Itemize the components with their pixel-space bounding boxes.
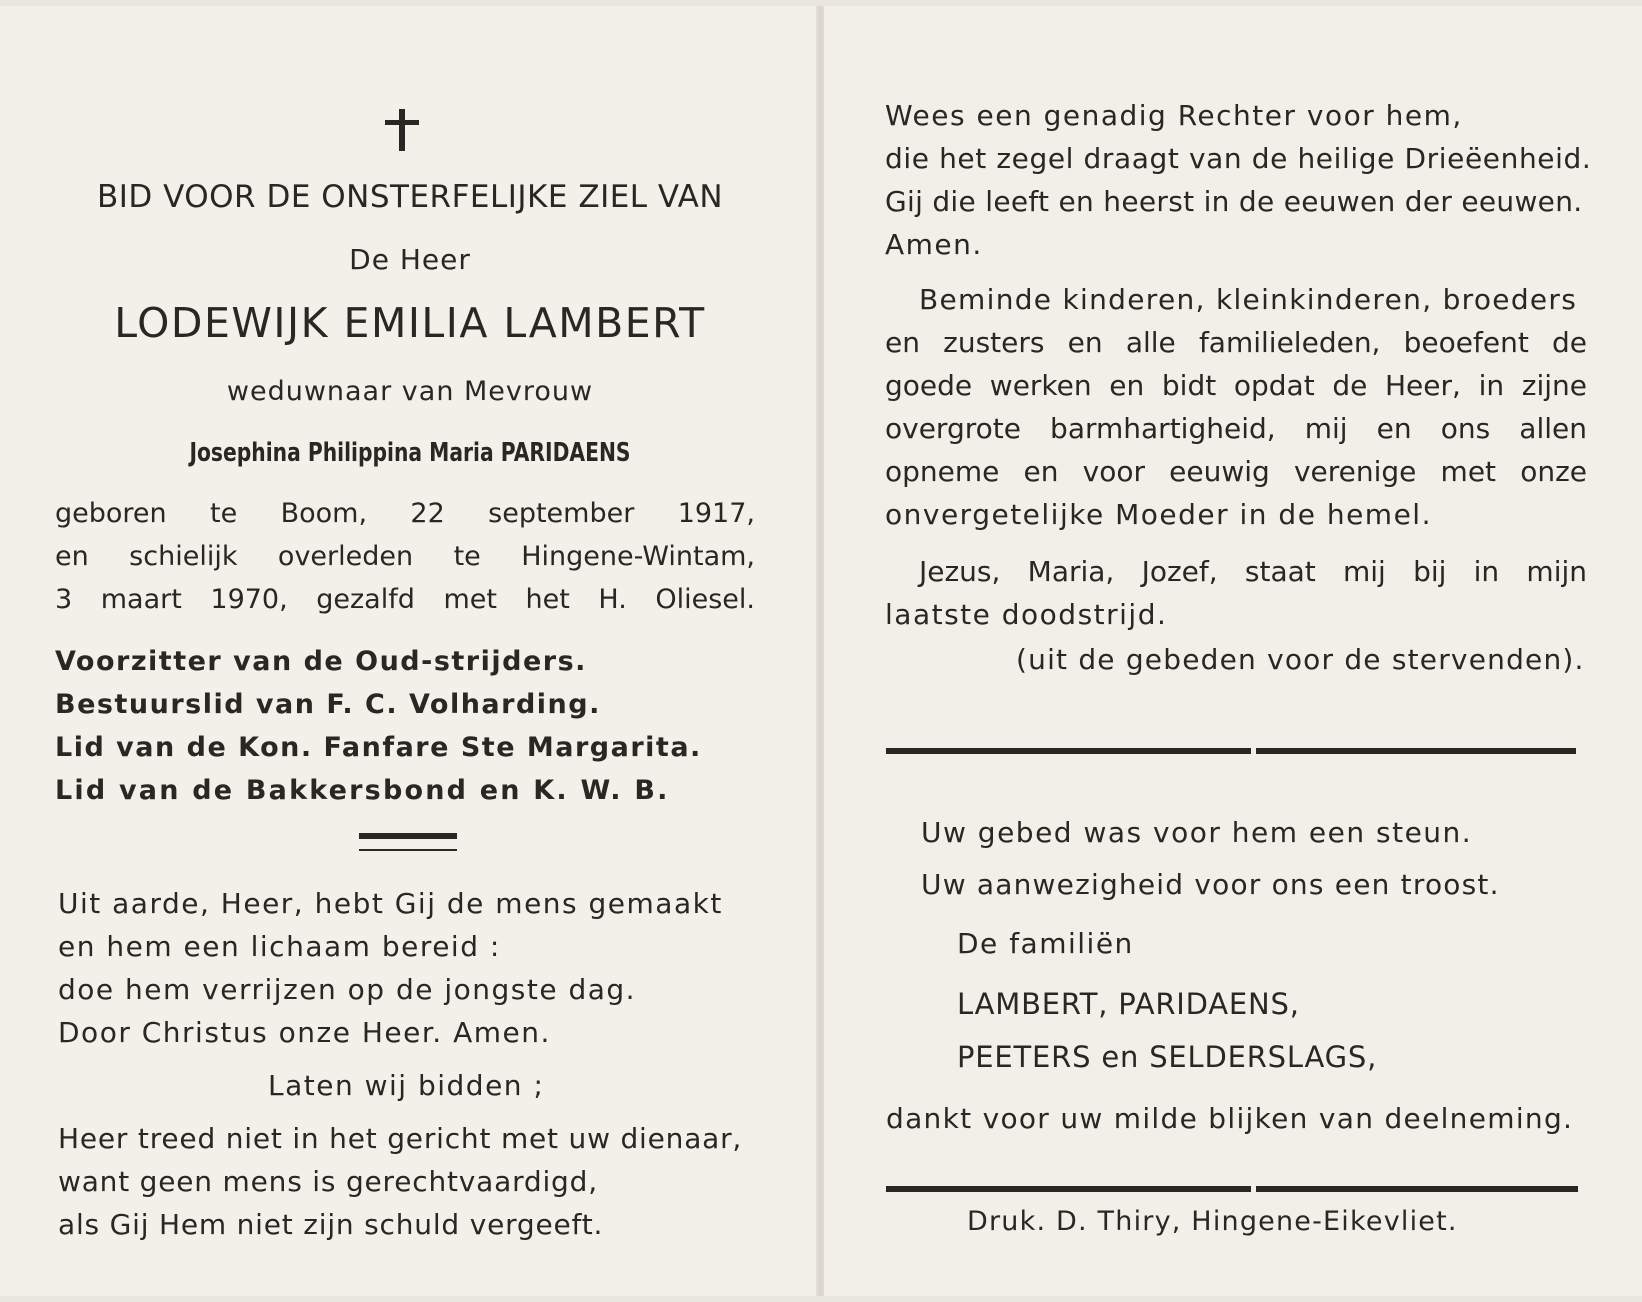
birth-death-line: en schielijk overleden te Hingene-Wintam, [55, 541, 755, 572]
divider [359, 833, 457, 839]
birth-death-line: geboren te Boom, 22 september 1917, [55, 498, 755, 529]
prayer-line: Wees een genadig Rechter voor hem, [885, 99, 1463, 132]
birth-death-line: 3 maart 1970, gezalfd met het H. Oliesel. [55, 584, 755, 615]
function-line: Lid van de Kon. Fanfare Ste Margarita. [55, 732, 702, 763]
prayer-line: die het zegel draagt van de heilige Drieëenheid. [885, 142, 1592, 175]
message-line: Beminde kinderen, kleinkinderen, broeders [919, 283, 1578, 316]
divider [886, 1186, 1251, 1192]
function-line: Lid van de Bakkersbond en K. W. B. [55, 775, 670, 806]
prayer-intro: Laten wij bidden ; [268, 1069, 545, 1102]
honorific: De Heer [349, 243, 471, 276]
divider [359, 849, 457, 851]
prayer-line: Amen. [885, 228, 983, 261]
divider [1256, 1186, 1578, 1192]
deceased-name: LODEWIJK EMILIA LAMBERT [114, 299, 706, 347]
message-line: onvergetelijke Moeder in de hemel. [885, 498, 1432, 531]
divider [1256, 748, 1576, 754]
invocation-line: Jezus, Maria, Jozef, staat mij bij in mijn [919, 555, 1587, 588]
heading: BID VOOR DE ONSTERFELIJKE ZIEL VAN [96, 179, 724, 215]
relation: weduwnaar van Mevrouw [226, 376, 594, 407]
family-names: LAMBERT, PARIDAENS, [957, 987, 1300, 1021]
message-line: opneme en voor eeuwig verenige met onze [885, 455, 1587, 488]
left-page [0, 6, 818, 1296]
prayer-line: Gij die leeft en heerst in de eeuwen der eeuwen. [885, 185, 1583, 218]
prayer-line: Uit aarde, Heer, hebt Gij de mens gemaakt [58, 887, 723, 920]
function-line: Voorzitter van de Oud-strijders. [55, 646, 587, 677]
closing: dankt voor uw milde blijken van deelneming. [886, 1102, 1574, 1135]
right-page [824, 6, 1642, 1296]
prayer-line: Heer treed niet in het gericht met uw dienaar, [58, 1122, 743, 1155]
message-line: goede werken en bidt opdat de Heer, in zijne [885, 369, 1587, 402]
thanks-line: Uw gebed was voor hem een steun. [921, 816, 1473, 849]
prayer-line: want geen mens is gerechtvaardigd, [58, 1165, 598, 1198]
families-intro: De familiën [957, 927, 1134, 960]
message-line: overgrote barmhartigheid, mij en ons allen [885, 412, 1587, 445]
prayer-line: Door Christus onze Heer. Amen. [58, 1016, 551, 1049]
function-line: Bestuurslid van F. C. Volharding. [55, 689, 601, 720]
cross-icon [385, 109, 419, 151]
family-names: PEETERS en SELDERSLAGS, [957, 1040, 1378, 1074]
message-line: en zusters en alle familieleden, beoefent de [885, 326, 1587, 359]
thanks-line: Uw aanwezigheid voor ons een troost. [921, 868, 1500, 901]
prayer-line: doe hem verrijzen op de jongste dag. [58, 973, 637, 1006]
prayer-source: (uit de gebeden voor de stervenden). [1016, 643, 1585, 676]
prayer-line: als Gij Hem niet zijn schuld vergeeft. [58, 1208, 604, 1241]
printer-credit: Druk. D. Thiry, Hingene-Eikevliet. [967, 1206, 1458, 1237]
invocation-line: laatste doodstrijd. [885, 598, 1168, 631]
spouse-name: Josephina Philippina Maria PARIDAENS [189, 438, 631, 468]
prayer-line: en hem een lichaam bereid : [58, 930, 501, 963]
memorial-card [0, 6, 1642, 1296]
divider [886, 748, 1251, 754]
